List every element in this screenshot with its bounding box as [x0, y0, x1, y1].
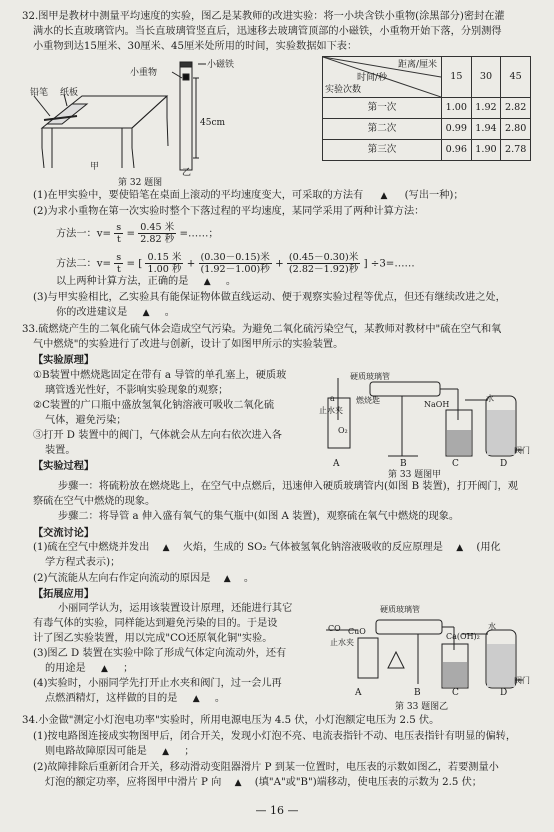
q33-extension-3: 计了图乙实验装置，用以完成"CO还原氧化铜"实验。 [33, 633, 273, 644]
fig32-label-board: 纸板 [60, 88, 79, 98]
answer-blank: ▲ [142, 308, 150, 318]
q32-p3b-tail: 。 [164, 307, 175, 318]
q32-part-3b [56, 306, 175, 320]
page-number: — 16 — [255, 804, 299, 817]
q33-step-1b: 察硫在空气中燃烧的现象。 [33, 496, 156, 507]
fig33j-label-A: A [333, 459, 340, 469]
fig33j-label-naoh: NaOH [424, 400, 450, 409]
fig33j-label-a: a [330, 394, 335, 403]
answer-blank: ▲ [380, 191, 388, 201]
q33-t2-tail: 。 [243, 573, 255, 584]
q32-line-2: 满水的长直玻璃管内。当长直玻璃管竖直后，迅速移去玻璃管顶部的小磁铁，小重物开始下落，分别测得 [33, 26, 502, 37]
fig33y-label-cuo: CuO [348, 627, 366, 636]
q33-principle-1b: 璃管透光性好，不影响实验现象的观察； [45, 385, 229, 396]
q33-principle-3: ③打开 D 装置中的阀门，气体就会从左向右依次进入各 [33, 430, 282, 441]
q32-p2c-tail: 。 [225, 276, 237, 287]
q33-extension-6: (4)实验时，小丽同学先打开止水夹和阀门，过一会儿再 [33, 678, 282, 689]
table-corner-header [323, 57, 442, 98]
fraction-den: t [116, 234, 121, 245]
q33-extension-7 [45, 692, 225, 706]
method-one-tail: =……； [179, 228, 219, 240]
fraction [114, 222, 123, 245]
q32-part-1 [33, 189, 464, 203]
fraction [145, 252, 183, 275]
q34-line-2: (1)按电路图连接成实物图甲后，闭合开关，发现小灯泡不亮、电流表指针不动、电压表指针有明显的偏转， [33, 731, 517, 742]
fig32-label-pencil: 铅笔 [30, 88, 49, 98]
q33-t1-tail: (用化 [476, 542, 501, 553]
q33-line-2: 气中燃烧"的实验进行了改进与创新，设计了如图甲所示的实验装置。 [33, 339, 344, 350]
table-col-30: 30 [471, 57, 501, 98]
q33-discussion-1 [33, 541, 501, 555]
fig33y-caption: 第 33 题图乙 [395, 702, 449, 712]
q33-e7-text: 点燃酒精灯，这样做的目的是 [45, 693, 178, 704]
fig33j-label-tube: 硬质玻璃管 [350, 372, 390, 381]
q32-p1-text: (1)在甲实验中，要使铅笔在桌面上滚动的平均速度变大，可采取的方法有 [33, 190, 364, 201]
q33-e5-tail: ； [123, 663, 134, 674]
q33-heading-principle: 【实验原理】 [33, 354, 95, 366]
q33-line-1: 33.硫燃烧产生的二氧化硫气体会造成空气污染。为避免二氧化硫污染空气，某教师对教材中"硫在空气和氧 [22, 324, 502, 335]
q32-part-2: (2)为求小重物在第一次实验时整个下落过程的平均速度，某同学采用了两种计算方法： [33, 206, 425, 217]
table-header-trial: 实验次数 [325, 85, 362, 95]
answer-blank: ▲ [162, 543, 170, 553]
q32-p3b-text: 你的改进建议是 [56, 307, 128, 318]
q33-step-1: 步骤一：将硫粉放在燃烧匙上，在空气中点燃后，迅速伸入硬质玻璃管内(如图 B 装置)，打开阀门，观 [58, 481, 518, 492]
method-one: 方法一：v= $\frac{s}{t}$ = $\frac{\text{0.45 米}}{\text{2.82 秒}}$ =……； [56, 222, 219, 245]
table-cell: 1.94 [471, 119, 501, 140]
q33-principle-2: ②C装置的广口瓶中盛放氢氧化钠溶液可吸收二氧化硫 [33, 400, 275, 411]
table-header-distance: 距离/厘米 [397, 60, 437, 70]
fig33y-label-water: 水 [488, 622, 496, 631]
fraction-den: 2.82 秒 [140, 234, 175, 245]
table-row [323, 119, 531, 140]
q34-l3-tail: ； [184, 746, 195, 757]
fraction [114, 252, 123, 275]
fraction-num: 0.45 米 [140, 222, 175, 233]
fraction-num: s [116, 252, 122, 263]
fig33y-label-D: D [500, 688, 508, 698]
fig32-caption: 第 32 题图 [118, 178, 163, 188]
q33-extension-1: 小丽同学认为，运用该装置设计原理，还能进行其它 [58, 603, 293, 614]
q33-t1-mid: 火焰，生成的 SO₂ 气体被氢氧化钠溶液吸收的反应原理是 [182, 542, 443, 553]
q33-principle-3b: 装置。 [45, 445, 76, 456]
fraction-den: 1.00 秒 [147, 264, 182, 275]
fig33j-label-D: D [500, 459, 508, 469]
answer-blank: ▲ [162, 747, 170, 757]
table-row-label: 第三次 [323, 140, 442, 161]
q34-l5-text: 灯泡的额定功率，应将图甲中滑片 P 向 [45, 777, 222, 788]
q33-principle-1: ①B装置中燃烧匙固定在带有 a 导管的单孔塞上，硬质玻 [33, 370, 287, 381]
fig33y-label-A: A [355, 688, 362, 698]
answer-blank: ▲ [223, 574, 231, 584]
fig33y-label-stopper: 止水夹 [330, 638, 354, 647]
answer-blank: ▲ [203, 277, 211, 287]
fig33y-label-co: CO [328, 624, 341, 633]
q32-p1-tail: (写出一种)； [404, 190, 464, 201]
fig32-label-yi: 乙 [182, 168, 192, 178]
fig33j-label-valve: 阀门 [514, 446, 530, 455]
table-cell: 0.96 [442, 140, 472, 161]
q33-discussion-1b: 学方程式表示)； [45, 557, 121, 568]
fraction [287, 252, 360, 275]
q34-line-5 [45, 776, 482, 790]
q33-extension-5 [45, 662, 133, 676]
table-cell: 1.92 [471, 98, 501, 119]
fig33y-label-valve: 阀门 [514, 676, 530, 685]
answer-blank: ▲ [456, 543, 464, 553]
fig32-label-jia: 甲 [90, 162, 100, 172]
fig32-label-45cm: 45cm [200, 118, 226, 128]
q33-heading-extension: 【拓展应用】 [33, 588, 95, 600]
fig33j-label-C: C [452, 459, 459, 469]
fraction-num: (0.30－0.15)米 [200, 252, 270, 263]
q34-line-1: 34.小金做"测定小灯泡电功率"实验时，所用电源电压为 4.5 伏，小灯泡额定电压为 2.5 伏。 [22, 715, 440, 726]
method-one-label: 方法一：v= [56, 228, 112, 240]
q33-step-2: 步骤二：将导管 a 伸入盛有氧气的集气瓶中(如图 A 装置)，观察硫在氧气中燃烧的现象。 [58, 511, 460, 522]
q34-line-4: (2)故障排除后重新闭合开关，移动滑动变阻器滑片 P 到某一位置时，电压表的示数如图乙，若要测量小 [33, 762, 499, 773]
answer-blank: ▲ [234, 778, 242, 788]
fraction-den: t [116, 264, 121, 275]
fig33j-label-o2: O₂ [338, 426, 348, 435]
q32-line-1: 32.图甲是教材中测量平均速度的实验，图乙是某教师的改进实验：将一小块含铁小重物(涂黑部分)密封在灌 [22, 11, 505, 22]
q34-l3-text: 则电路故障原因可能是 [45, 746, 147, 757]
fig33y-label-C: C [452, 688, 459, 698]
method-two-tail: ÷3=…… [370, 258, 415, 270]
figure-32 [22, 58, 322, 184]
fig33j-label-spoon: 燃烧匙 [356, 396, 380, 405]
table-cell: 1.00 [442, 98, 472, 119]
q33-t2-text: (2)气流能从左向右作定向流动的原因是 [33, 573, 211, 584]
table-cell: 2.82 [501, 98, 531, 119]
q33-discussion-2 [33, 572, 254, 586]
table-header-time: 时间/秒 [357, 73, 388, 83]
fraction-num: (0.45－0.30)米 [288, 252, 359, 263]
q33-e5-text: 的用途是 [45, 663, 86, 674]
table-col-45: 45 [501, 57, 531, 98]
fraction-num: s [116, 222, 122, 233]
answer-blank: ▲ [192, 694, 200, 704]
table-col-15: 15 [442, 57, 472, 98]
q33-extension-4: (3)图乙 D 装置在实验中除了形成气体定向流动外，还有 [33, 648, 287, 659]
q34-l5-tail: (填"A"或"B")端移动，使电压表的示数为 2.5 伏； [254, 777, 482, 788]
q32-line-3: 小重物到达15厘米、30厘米、45厘米处所用的时间，实验数据如下表： [33, 41, 358, 52]
q32-data-table [322, 56, 531, 161]
table-cell: 1.90 [471, 140, 501, 161]
fraction-den: (2.82－1.92)秒 [288, 264, 359, 275]
q34-line-3 [45, 745, 194, 759]
fig32-label-magnet: 小磁铁 [207, 60, 235, 70]
q32-p2c-text: 以上两种计算方法，正确的是 [56, 276, 189, 287]
q33-extension-2: 有毒气体的实验，同样能达到避免污染的目的。于是设 [33, 618, 278, 629]
q33-e7-tail: 。 [214, 693, 226, 704]
table-cell: 2.78 [501, 140, 531, 161]
fraction [138, 222, 176, 245]
fig33j-label-stopper: 止水夹 [319, 406, 343, 415]
fig33y-label-caoh: Ca(OH)₂ [446, 632, 480, 641]
q33-heading-discussion: 【交流讨论】 [33, 527, 95, 539]
table-cell: 0.99 [442, 119, 472, 140]
fraction-den: (1.92－1.00)秒 [200, 264, 270, 275]
q32-part-2c [56, 275, 236, 289]
fig32-label-small-weight: 小重物 [130, 68, 158, 78]
fig33j-label-B: B [400, 459, 407, 469]
table-row-label: 第二次 [323, 119, 442, 140]
fig33j-caption: 第 33 题图甲 [388, 470, 442, 480]
q33-principle-2b: 气体，避免污染； [45, 415, 127, 426]
fraction [199, 252, 272, 275]
fraction-num: 0.15 米 [147, 252, 182, 263]
fig33y-label-B: B [414, 688, 421, 698]
fig33y-label-tube: 硬质玻璃管 [380, 605, 420, 614]
table-row [323, 98, 531, 119]
method-two-label: 方法二：v= [56, 258, 112, 270]
table-row-label: 第一次 [323, 98, 442, 119]
answer-blank: ▲ [101, 664, 108, 674]
table-row [323, 140, 531, 161]
q33-t1-text: (1)硫在空气中燃烧并发出 [33, 542, 150, 553]
q33-heading-process: 【实验过程】 [33, 460, 95, 472]
fig33j-label-water: 水 [486, 394, 494, 403]
table-cell: 2.80 [501, 119, 531, 140]
method-two: 方法二：v= $\frac{s}{t}$ = [ $\frac{\text{0.15 米}}{\text{1.00 秒}}$ + $\frac{\text{(0.30－0.15)米}}{\text{(1.92－1.00)秒}}$ + $\frac{\text{(0.45－0.30)米}}{\text{(2.82－1.92)秒}}$ ] ÷3=…… [56, 252, 415, 275]
q32-part-3: (3)与甲实验相比，乙实验具有能保证物体做直线运动、便于观察实验过程等优点，但还有继续改进之处， [33, 292, 506, 303]
